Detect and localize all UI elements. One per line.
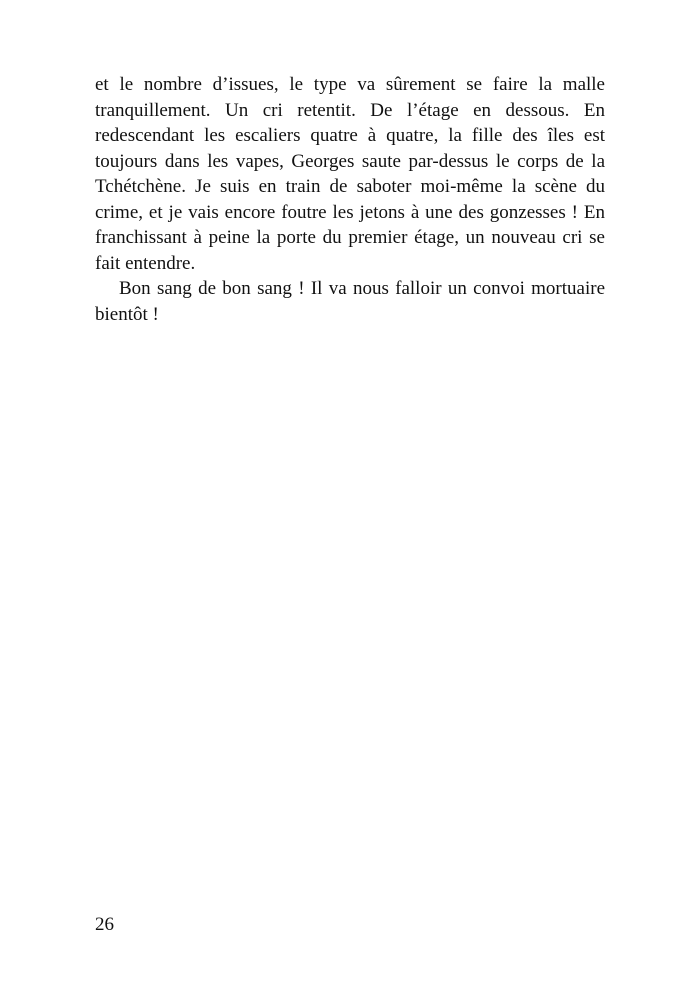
paragraph: et le nombre d’issues, le type va sûrement se faire la malle tranquillement. Un cri retentit. De l’étage en dessous. En redescendant les escaliers quatre à quatre, la fille des îles est toujours dans les vapes, Georges saute par-dessus le corps de la Tchétchène. Je suis en train de saboter moi-même la scène du crime, et je vais encore foutre les jetons à une des gonzesses ! En franchissant à peine la porte du premier étage, un nouveau cri se fait entendre. (95, 74, 605, 274)
body-text (95, 72, 605, 327)
paragraph: Bon sang de bon sang ! Il va nous falloir un convoi mortuaire bientôt ! (95, 278, 605, 325)
page-number: 26 (95, 914, 114, 935)
